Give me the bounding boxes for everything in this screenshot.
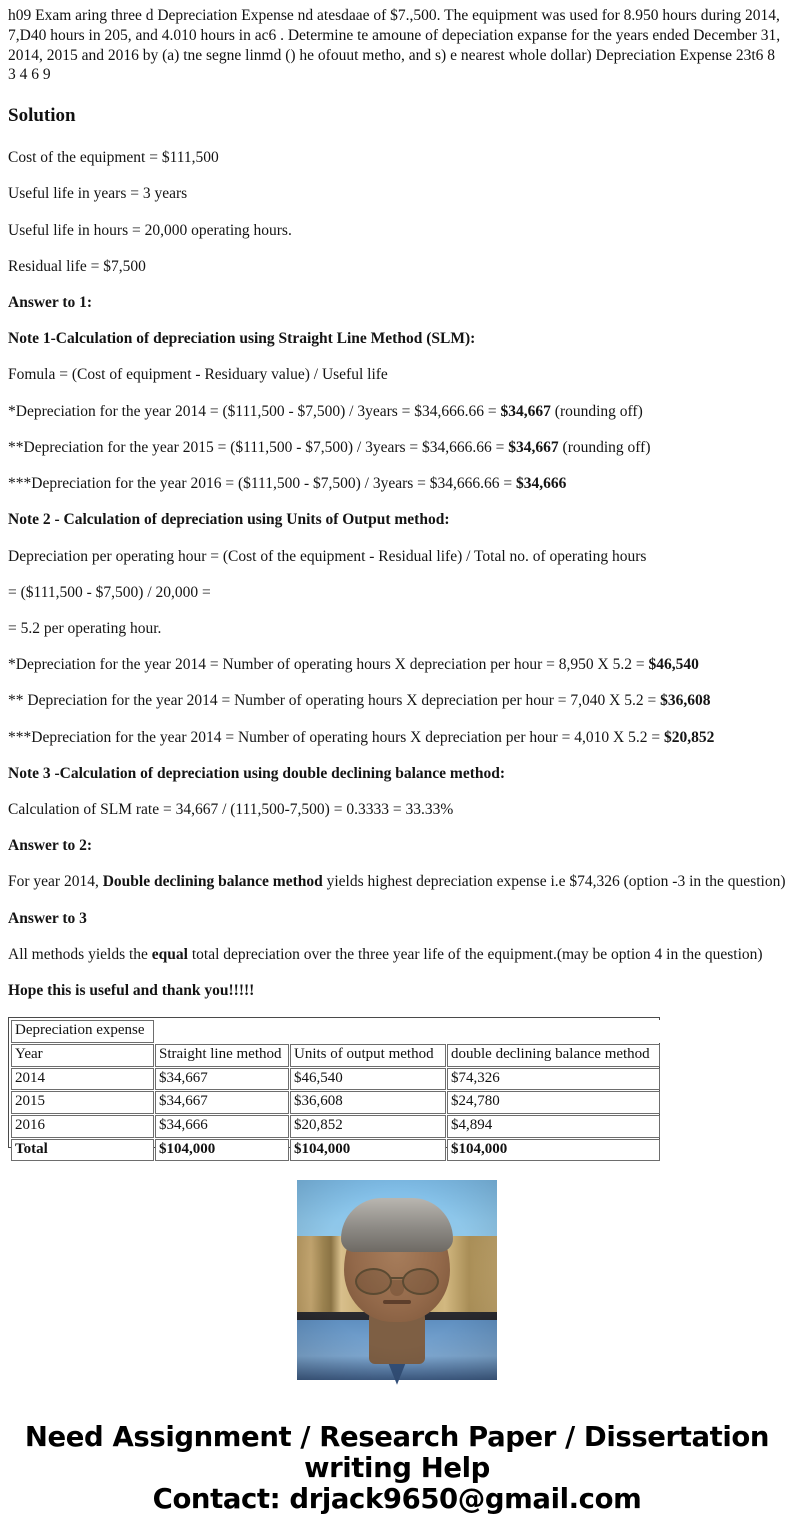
cell-total-ddb: $104,000 bbox=[447, 1139, 660, 1162]
note-2-line-2015-prefix: ** Depreciation for the year 2014 = Number of operating hours X depreciation per hour = 7,040 X 5.2 = bbox=[8, 692, 661, 710]
fact-useful-life-hours: Useful life in hours = 20,000 operating hours. bbox=[8, 221, 292, 239]
table-total-row bbox=[11, 1139, 660, 1162]
answer-2-suffix: yields highest depreciation expense i.e $74,326 (option -3 in the question) bbox=[322, 873, 786, 891]
depreciation-table-container bbox=[8, 1017, 660, 1157]
cell-uoo-2015: $36,608 bbox=[290, 1091, 446, 1114]
note-1-line-2016 bbox=[8, 474, 786, 493]
note-2-line-2016 bbox=[8, 728, 786, 747]
note-2-rate-formula: Depreciation per operating hour = (Cost of the equipment - Residual life) / Total no. of operating hours bbox=[8, 547, 647, 565]
header-units-of-output: Units of output method bbox=[290, 1044, 446, 1067]
answer-3-emphasis: equal bbox=[151, 945, 188, 963]
fact-cost: Cost of the equipment = $111,500 bbox=[8, 149, 219, 167]
cell-year-2014: 2014 bbox=[11, 1068, 154, 1091]
note-1-line-2015 bbox=[8, 438, 786, 457]
note-2-rate-result: = 5.2 per operating hour. bbox=[8, 619, 162, 637]
note-2-line-2014-value: $46,540 bbox=[648, 656, 699, 674]
table-title-cell: Depreciation expense bbox=[11, 1020, 154, 1043]
answer-3-prefix: All methods yields the bbox=[8, 945, 152, 963]
solution-heading: Solution bbox=[8, 105, 76, 127]
promo-headline: Need Assignment / Research Paper / Dissertation writing Help bbox=[24, 1421, 770, 1485]
note-1-line-2015-value: $34,667 bbox=[508, 438, 559, 456]
note-1-heading: Note 1-Calculation of depreciation using Straight Line Method (SLM): bbox=[8, 330, 476, 348]
avatar-vignette bbox=[297, 1180, 497, 1380]
table-row bbox=[11, 1091, 660, 1114]
note-2-line-2014-prefix: *Depreciation for the year 2014 = Number of operating hours X depreciation per hour = 8,950 X 5.2 = bbox=[8, 656, 649, 674]
promo-contact: Contact: drjack9650@gmail.com bbox=[152, 1482, 642, 1515]
cell-ddb-2014: $74,326 bbox=[447, 1068, 660, 1091]
note-1-line-2014 bbox=[8, 402, 786, 421]
cell-total-label: Total bbox=[11, 1139, 154, 1162]
cell-slm-2016: $34,666 bbox=[155, 1115, 289, 1138]
note-3-rate-line: Calculation of SLM rate = 34,667 / (111,500-7,500) = 0.3333 = 33.33% bbox=[8, 801, 454, 819]
note-2-line-2016-value: $20,852 bbox=[663, 728, 715, 746]
note-2-heading: Note 2 - Calculation of depreciation using Units of Output method: bbox=[8, 511, 450, 529]
closing-note: Hope this is useful and thank you!!!!! bbox=[8, 982, 255, 1000]
depreciation-table bbox=[10, 1019, 661, 1162]
cell-slm-2014: $34,667 bbox=[155, 1068, 289, 1091]
note-2-line-2015-value: $36,608 bbox=[660, 692, 711, 710]
note-1-line-2015-suffix: (rounding off) bbox=[558, 438, 651, 456]
header-straight-line: Straight line method bbox=[155, 1044, 289, 1067]
table-title-filler bbox=[155, 1020, 660, 1043]
note-1-line-2014-prefix: *Depreciation for the year 2014 = ($111,500 - $7,500) / 3years = $34,666.66 = bbox=[8, 402, 501, 420]
cell-uoo-2014: $46,540 bbox=[290, 1068, 446, 1091]
table-row bbox=[11, 1115, 660, 1138]
note-1-line-2014-value: $34,667 bbox=[500, 402, 551, 420]
fact-useful-life-years: Useful life in years = 3 years bbox=[8, 185, 188, 203]
note-2-rate-substitution: = ($111,500 - $7,500) / 20,000 = bbox=[8, 583, 211, 601]
note-1-line-2016-value: $34,666 bbox=[516, 475, 567, 493]
answer-2-prefix: For year 2014, bbox=[8, 873, 103, 891]
table-title-row bbox=[11, 1020, 660, 1043]
header-double-declining: double declining balance method bbox=[447, 1044, 660, 1067]
cell-ddb-2016: $4,894 bbox=[447, 1115, 660, 1138]
answer-3-heading: Answer to 3 bbox=[8, 909, 87, 927]
cell-slm-2015: $34,667 bbox=[155, 1091, 289, 1114]
answer-2-method: Double declining balance method bbox=[102, 873, 323, 891]
answer-3-suffix: total depreciation over the three year life of the equipment.(may be option 4 in the question) bbox=[187, 945, 763, 963]
cell-year-2016: 2016 bbox=[11, 1115, 154, 1138]
header-year: Year bbox=[11, 1044, 154, 1067]
cell-uoo-2016: $20,852 bbox=[290, 1115, 446, 1138]
note-1-line-2016-prefix: ***Depreciation for the year 2016 = ($111,500 - $7,500) / 3years = $34,666.66 = bbox=[8, 475, 517, 493]
cell-total-uoo: $104,000 bbox=[290, 1139, 446, 1162]
note-2-line-2015 bbox=[8, 691, 786, 710]
avatar-section bbox=[0, 1180, 794, 1380]
answer-3-text bbox=[8, 945, 786, 964]
answer-2-text bbox=[8, 872, 786, 891]
answer-1-heading: Answer to 1: bbox=[8, 293, 93, 311]
table-header-row bbox=[11, 1044, 660, 1067]
note-2-line-2016-prefix: ***Depreciation for the year 2014 = Number of operating hours X depreciation per hour = 4,010 X 5.2 = bbox=[8, 728, 664, 746]
answer-2-heading: Answer to 2: bbox=[8, 837, 93, 855]
table-row bbox=[11, 1068, 660, 1091]
fact-residual-life: Residual life = $7,500 bbox=[8, 257, 146, 275]
cell-year-2015: 2015 bbox=[11, 1091, 154, 1114]
promo-banner bbox=[0, 1422, 794, 1514]
note-1-line-2014-suffix: (rounding off) bbox=[550, 402, 643, 420]
question-paragraph: h09 Exam aring three d Depreciation Expense nd atesdaae of $7.,500. The equipment was used for 8.950 hours during 2014, 7,D40 hours in 205, and 4.010 hours in ac6 . Determine te amoune of depeciation expanse for the years ended December 31, 2014, 2015 and 2016 by (a) tne segne linmd () he ofouut metho, and s) e nearest whole dollar) Depreciation Expense 23t6 8 3 4 6 9 bbox=[8, 7, 781, 84]
note-1-formula: Fomula = (Cost of equipment - Residuary value) / Useful life bbox=[8, 366, 388, 384]
note-2-line-2014 bbox=[8, 655, 786, 674]
note-1-line-2015-prefix: **Depreciation for the year 2015 = ($111,500 - $7,500) / 3years = $34,666.66 = bbox=[8, 438, 509, 456]
cell-ddb-2015: $24,780 bbox=[447, 1091, 660, 1114]
avatar bbox=[297, 1180, 497, 1380]
cell-total-slm: $104,000 bbox=[155, 1139, 289, 1162]
note-3-heading: Note 3 -Calculation of depreciation using double declining balance method: bbox=[8, 764, 506, 782]
